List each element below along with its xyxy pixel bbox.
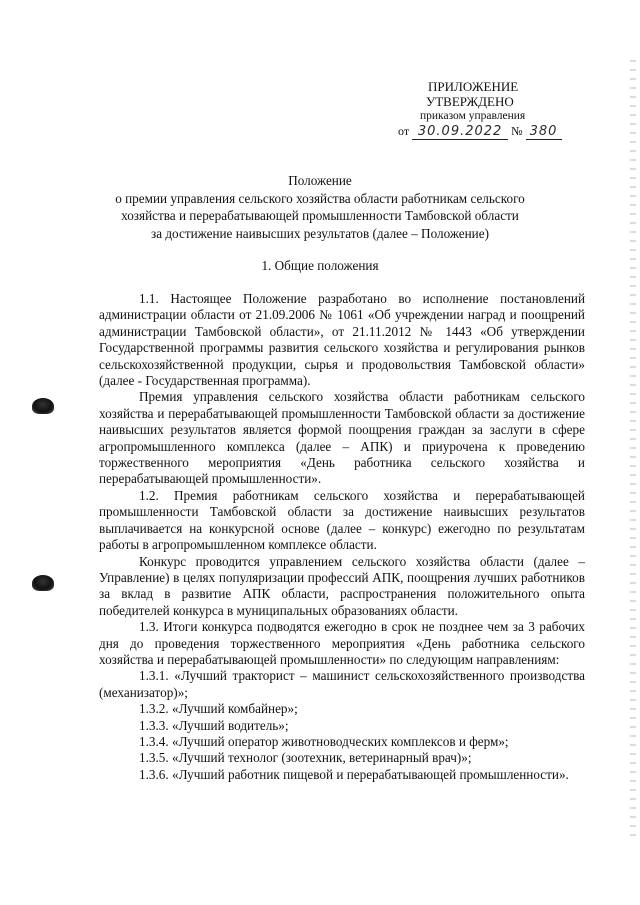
title-line-4: за достижение наивысших результатов (далее – Положение) bbox=[150, 225, 489, 241]
paragraph-premium-description: Премия управления сельского хозяйства области работникам сельского хозяйства и перерабатывающей промышленности Тамбовской области за достижение наивысших результатов является формой поощрения граждан за заслуги в сфере агропромышленного комплекса (далее – АПК) и приурочена к проведению торжественного мероприятия «День работника сельского хозяйства и перерабатывающей промышленности». bbox=[99, 389, 585, 487]
paragraph-1-3: 1.3. Итоги конкурса подводятся ежегодно в срок не позднее чем за 3 рабочих дня до проведения торжественного мероприятия «День работника сельского хозяйства и перерабатывающей промышленности» по следующим направлениям: bbox=[99, 619, 585, 667]
title-line-2: о премии управления сельского хозяйства области работникам сельского bbox=[115, 190, 525, 206]
punch-hole-top bbox=[32, 398, 54, 414]
list-item-1-3-1: 1.3.1. «Лучший тракторист – машинист сельскохозяйственного производства (механизатор)»; bbox=[99, 668, 585, 700]
approval-date-number-line bbox=[398, 124, 578, 140]
approval-stamp-block bbox=[398, 79, 578, 140]
from-label: от bbox=[398, 124, 410, 138]
paragraph-1-2: 1.2. Премия работникам сельского хозяйства и перерабатывающей промышленности Тамбовской области за достижение наивысших результатов выплачивается на конкурсной основе (далее – конкурс) ежегодно по результатам работы в агропромышленном комплексе области. bbox=[99, 487, 585, 553]
paragraph-contest: Конкурс проводится управлением сельского хозяйства области (далее – Управление) в целях популяризации профессий АПК, поощрения лучших работников за вклад в развитие АПК области, распространения положительного опыта победителей конкурса в муниципальных образованиях области. bbox=[99, 553, 585, 618]
handwritten-number: 380 bbox=[526, 124, 562, 140]
paragraph-1-1: 1.1. Настоящее Положение разработано во исполнение постановлений администрации области от 21.09.2006 № 1061 «Об учреждении наград и поощрений администрации Тамбовской области», от 21.11.2012 № 1443 «Об утверждении Государственной программы развития сельского хозяйства и регулирования рынков сельскохозяйственной продукции, сырья и продовольствия Тамбовской области» (далее - Государственная программа). bbox=[99, 291, 585, 389]
document-title bbox=[80, 172, 560, 242]
punch-hole-bottom bbox=[32, 575, 54, 591]
approval-line-order: приказом управления bbox=[420, 110, 526, 122]
list-item-1-3-5: 1.3.5. «Лучший технолог (зоотехник, ветеринарный врач)»; bbox=[139, 750, 472, 766]
approval-line-appendix: ПРИЛОЖЕНИЕ bbox=[428, 79, 519, 94]
scan-edge-artifact bbox=[630, 60, 636, 840]
document-body bbox=[99, 291, 585, 783]
handwritten-date: 30.09.2022 bbox=[412, 124, 508, 140]
title-line-1: Положение bbox=[288, 173, 352, 188]
list-item-1-3-3: 1.3.3. «Лучший водитель»; bbox=[139, 717, 289, 733]
list-item-1-3-2: 1.3.2. «Лучший комбайнер»; bbox=[139, 701, 298, 717]
number-label: № bbox=[511, 124, 523, 138]
list-item-1-3-4: 1.3.4. «Лучший оператор животноводческих комплексов и ферм»; bbox=[139, 733, 509, 749]
title-line-3: хозяйства и перерабатывающей промышленности Тамбовской области bbox=[121, 208, 519, 223]
section-heading: 1. Общие положения bbox=[261, 258, 379, 273]
approval-line-approved: УТВЕРЖДЕНО bbox=[426, 94, 514, 109]
list-item-1-3-6: 1.3.6. «Лучший работник пищевой и перерабатывающей промышленности». bbox=[139, 766, 569, 782]
